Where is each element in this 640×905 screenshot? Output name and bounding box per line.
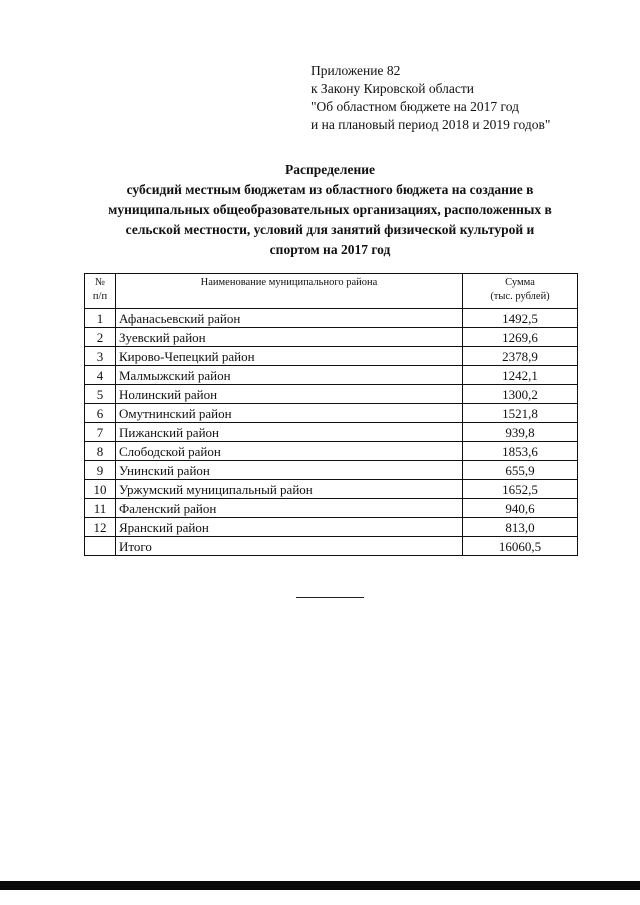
table-row: [85, 461, 578, 480]
title-line: Распределение: [284, 162, 376, 177]
appendix-line: "Об областном бюджете на 2017 год: [311, 99, 519, 114]
row-num: 9: [85, 461, 116, 480]
row-sum: 1269,6: [463, 328, 578, 347]
total-label: Итого: [116, 537, 463, 556]
row-name: Пижанский район: [116, 423, 463, 442]
row-name: Фаленский район: [116, 499, 463, 518]
row-sum: 1242,1: [463, 366, 578, 385]
table-row: [85, 480, 578, 499]
row-num: 8: [85, 442, 116, 461]
row-name: Яранский район: [116, 518, 463, 537]
title-line: спортом на 2017 год: [269, 242, 391, 257]
row-sum: 2378,9: [463, 347, 578, 366]
total-num: [85, 537, 116, 556]
row-name: Зуевский район: [116, 328, 463, 347]
table-total-row: [85, 537, 578, 556]
table-row: [85, 423, 578, 442]
row-sum: 1492,5: [463, 309, 578, 328]
table-row: [85, 328, 578, 347]
row-num: 2: [85, 328, 116, 347]
table-row: [85, 518, 578, 537]
table-header-row: [85, 274, 578, 309]
row-sum: 1853,6: [463, 442, 578, 461]
table-row: [85, 347, 578, 366]
row-num: 11: [85, 499, 116, 518]
row-num: 12: [85, 518, 116, 537]
appendix-line: к Закону Кировской области: [311, 81, 475, 96]
row-name: Кирово-Чепецкий район: [116, 347, 463, 366]
row-name: Уржумский муниципальный район: [116, 480, 463, 499]
row-name: Унинский район: [116, 461, 463, 480]
document-title: [60, 160, 600, 260]
end-divider: [296, 597, 364, 598]
row-sum: 1652,5: [463, 480, 578, 499]
title-line: сельской местности, условий для занятий физической культурой и: [125, 222, 535, 237]
appendix-line: Приложение 82: [311, 63, 401, 78]
row-name: Слободской район: [116, 442, 463, 461]
row-sum: 655,9: [463, 461, 578, 480]
header-sum: Сумма (тыс. рублей): [463, 274, 578, 309]
table-body: [85, 309, 578, 556]
header-name: Наименование муниципального района: [116, 274, 463, 309]
row-name: Омутнинский район: [116, 404, 463, 423]
table-row: [85, 499, 578, 518]
row-sum: 1300,2: [463, 385, 578, 404]
scan-edge-bar: [0, 881, 640, 890]
title-line: субсидий местным бюджетам из областного бюджета на создание в: [126, 182, 534, 197]
table-row: [85, 366, 578, 385]
total-sum: 16060,5: [463, 537, 578, 556]
appendix-header: [311, 62, 550, 134]
row-name: Нолинский район: [116, 385, 463, 404]
row-sum: 940,6: [463, 499, 578, 518]
row-num: 5: [85, 385, 116, 404]
row-num: 6: [85, 404, 116, 423]
row-name: Малмыжский район: [116, 366, 463, 385]
table-row: [85, 309, 578, 328]
row-num: 3: [85, 347, 116, 366]
appendix-line: и на плановый период 2018 и 2019 годов": [311, 117, 551, 132]
row-num: 1: [85, 309, 116, 328]
row-num: 7: [85, 423, 116, 442]
subsidy-table: [84, 273, 578, 556]
row-sum: 813,0: [463, 518, 578, 537]
table-row: [85, 385, 578, 404]
row-sum: 1521,8: [463, 404, 578, 423]
header-num: № п/п: [85, 274, 116, 309]
row-num: 10: [85, 480, 116, 499]
title-line: муниципальных общеобразовательных организациях, расположенных в: [108, 202, 552, 217]
row-name: Афанасьевский район: [116, 309, 463, 328]
table-row: [85, 404, 578, 423]
row-sum: 939,8: [463, 423, 578, 442]
row-num: 4: [85, 366, 116, 385]
table-row: [85, 442, 578, 461]
